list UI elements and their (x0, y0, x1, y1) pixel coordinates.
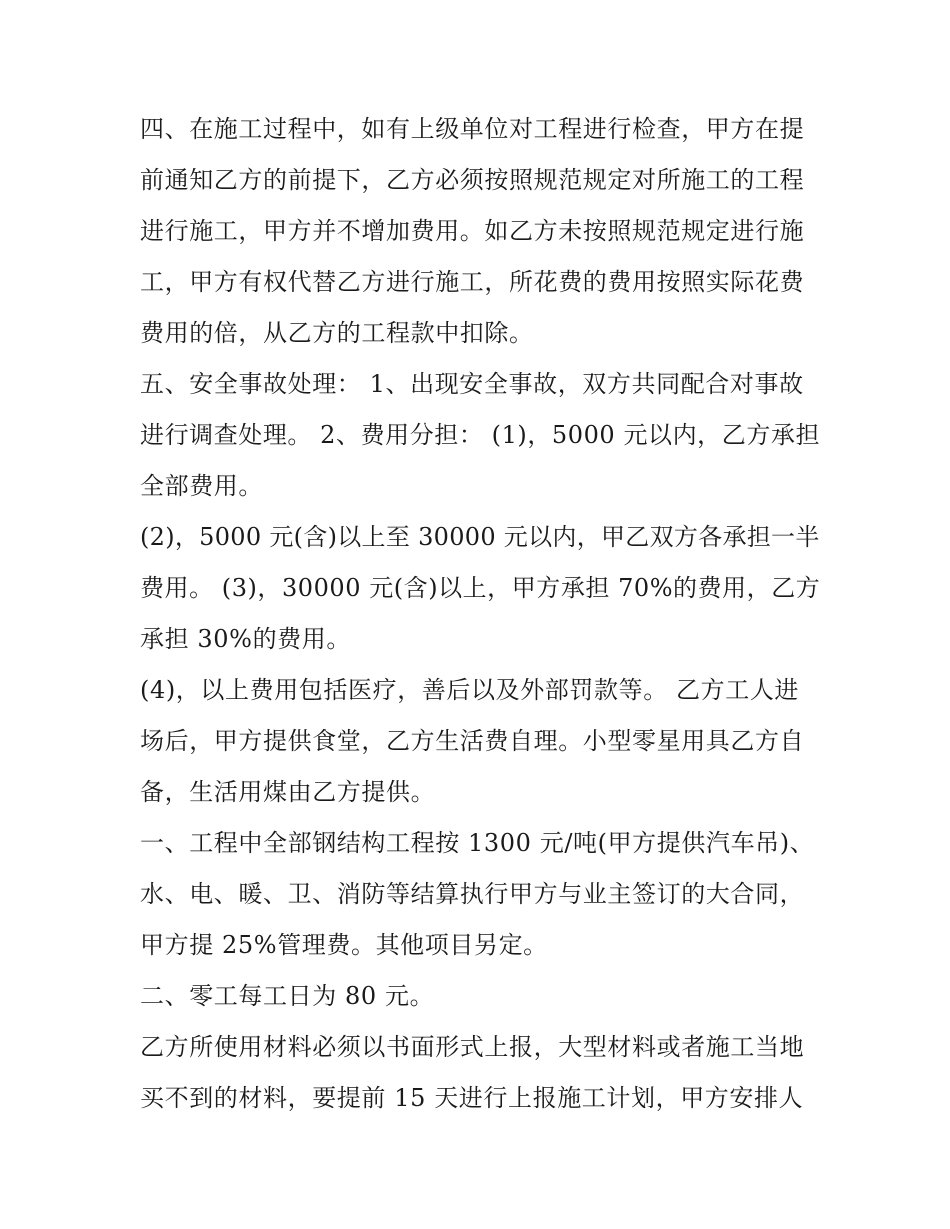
text-line: 前通知乙方的前提下，乙方必须按照规范规定对所施工的工程 (140, 166, 805, 194)
text-line: 备，生活用煤由乙方提供。 (140, 778, 436, 806)
text-line: 进行调查处理。 2、费用分担： (1)，5000 元以内，乙方承担 (140, 421, 821, 449)
text-line: 四、在施工过程中，如有上级单位对工程进行检查，甲方在提 (140, 115, 805, 143)
text-line: (2)，5000 元(含)以上至 30000 元以内，甲乙双方各承担一半 (140, 523, 820, 551)
text-line: 甲方提 25%管理费。其他项目另定。 (140, 931, 548, 959)
text-line: 承担 30%的费用。 (140, 625, 351, 653)
text-line: 买不到的材料，要提前 15 天进行上报施工计划，甲方安排人 (140, 1084, 804, 1112)
text-line: 进行施工，甲方并不增加费用。如乙方未按照规范规定进行施 (140, 217, 805, 245)
text-line: 全部费用。 (140, 472, 263, 500)
text-line: 场后，甲方提供食堂，乙方生活费自理。小型零星用具乙方自 (140, 727, 805, 755)
text-line: 水、电、暖、卫、消防等结算执行甲方与业主签订的大合同， (140, 880, 805, 908)
text-line: (4)，以上费用包括医疗，善后以及外部罚款等。 乙方工人进 (140, 676, 800, 704)
text-line: 一、工程中全部钢结构工程按 1300 元/吨(甲方提供汽车吊)、 (140, 829, 815, 857)
text-line: 二、零工每工日为 80 元。 (140, 982, 435, 1010)
document-body (140, 104, 820, 1124)
text-line: 乙方所使用材料必须以书面形式上报，大型材料或者施工当地 (140, 1033, 805, 1061)
text-line: 费用。 (3)，30000 元(含)以上，甲方承担 70%的费用，乙方 (140, 574, 821, 602)
text-line: 五、安全事故处理： 1、出现安全事故，双方共同配合对事故 (140, 370, 804, 398)
text-line: 工，甲方有权代替乙方进行施工，所花费的费用按照实际花费 (140, 268, 805, 296)
text-line: 费用的倍，从乙方的工程款中扣除。 (140, 319, 534, 347)
